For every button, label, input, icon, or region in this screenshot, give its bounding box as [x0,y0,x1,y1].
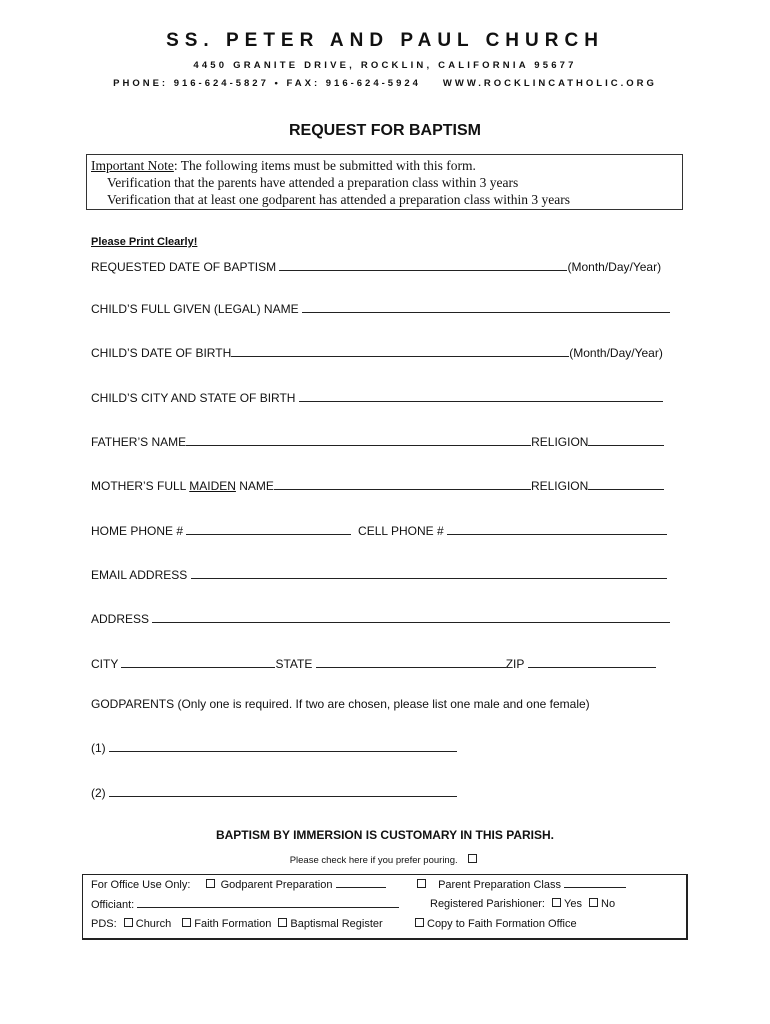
baptism-date-format: (Month/Day/Year) [567,260,662,274]
mother-row [91,478,664,493]
parent-prep-checkbox[interactable] [417,879,426,888]
godparent-2-field[interactable] [109,785,457,797]
note-text: : The following items must be submitted with this form. [173,158,476,173]
copy-group [411,918,577,930]
cell-phone-field[interactable] [447,523,667,535]
copy-checkbox[interactable] [415,918,424,927]
office-use-box [82,874,688,940]
copy-label: Copy to Faith Formation Office [427,918,577,930]
note-item-2: Verification that at least one godparent has attended a preparation class within 3 years [107,192,570,207]
church-phone-fax: PHONE: 916-624-5827 • FAX: 916-624-5924 [113,78,421,89]
church-name: SS. PETER AND PAUL CHURCH [166,30,604,51]
child-city-row [91,390,663,405]
father-religion-label: RELIGION [531,435,589,449]
pds-register-label: Baptismal Register [290,918,383,930]
godparent-2-label: (2) [91,786,106,800]
officiant-field[interactable] [137,898,399,908]
officiant-group [91,898,399,911]
godparent-prep-label: Godparent Preparation [220,879,333,891]
child-dob-format: (Month/Day/Year) [569,346,663,360]
registered-group [430,898,615,910]
registered-no-checkbox[interactable] [589,898,598,907]
mother-religion-field[interactable] [588,478,664,490]
pds-group [91,918,383,930]
registered-yes-checkbox[interactable] [552,898,561,907]
child-name-field[interactable] [302,301,670,313]
godparent-1-field[interactable] [109,740,457,752]
email-label: EMAIL ADDRESS [91,568,188,582]
baptism-date-label: REQUESTED DATE OF BAPTISM [91,260,277,274]
pds-register-checkbox[interactable] [278,918,287,927]
important-note-box [86,154,683,210]
registered-label: Registered Parishioner: [430,898,545,910]
father-name-label: FATHER’S NAME [91,435,187,449]
city-state-zip-row [91,656,656,671]
office-row-1 [91,878,386,891]
state-label: STATE [275,657,313,671]
parent-prep-field[interactable] [564,878,626,888]
father-religion-field[interactable] [588,434,664,446]
immersion-notice: BAPTISM BY IMMERSION IS CUSTOMARY IN THIS PARISH. [215,828,555,842]
cell-phone-label: CELL PHONE # [358,524,444,538]
city-field[interactable] [121,656,275,668]
baptism-date-field[interactable] [279,259,567,271]
pouring-label: Please check here if you prefer pouring. [289,855,458,866]
father-row [91,434,664,449]
officiant-label: Officiant: [91,899,135,911]
mother-religion-label: RELIGION [530,479,589,493]
zip-label: ZIP [505,657,525,671]
home-phone-field[interactable] [186,523,351,535]
mother-label-maiden: MAIDEN [189,479,236,493]
address-label: ADDRESS [91,612,150,626]
pouring-checkbox[interactable] [468,854,477,863]
note-item-1: Verification that the parents have attended a preparation class within 3 years [107,175,519,190]
pds-church-checkbox[interactable] [124,918,133,927]
church-address: 4450 GRANITE DRIVE, ROCKLIN, CALIFORNIA 95677 [193,60,577,71]
phone-row [91,523,667,538]
godparent-prep-field[interactable] [336,878,386,888]
note-label: Important Note [91,158,174,173]
address-field[interactable] [152,611,670,623]
godparent-2-row [91,785,457,800]
parent-prep-group [413,878,626,891]
registered-no-label: No [601,898,616,910]
godparent-prep-checkbox[interactable] [206,879,215,888]
child-name-row [91,301,670,316]
godparent-1-label: (1) [91,741,106,755]
child-name-label: CHILD’S FULL GIVEN (LEGAL) NAME [91,302,299,316]
letterhead [0,30,770,89]
mother-name-field[interactable] [274,478,531,490]
godparent-1-row [91,740,457,755]
city-label: CITY [91,657,119,671]
pouring-row [0,854,770,866]
email-field[interactable] [191,567,667,579]
child-city-field[interactable] [299,390,663,402]
church-contact [0,78,770,89]
father-name-field[interactable] [186,434,531,446]
office-use-label: For Office Use Only: [91,879,191,891]
child-dob-row [91,345,663,360]
mother-label-suffix: NAME [239,479,274,493]
pds-label: PDS: [91,918,117,930]
state-field[interactable] [316,656,506,668]
pds-church-label: Church [135,918,172,930]
child-dob-label: CHILD’S DATE OF BIRTH [91,346,232,360]
child-dob-field[interactable] [231,345,569,357]
home-phone-label: HOME PHONE # [91,524,184,538]
pds-faith-formation-checkbox[interactable] [182,918,191,927]
zip-field[interactable] [528,656,656,668]
pds-faith-formation-label: Faith Formation [194,918,272,930]
print-clearly-label: Please Print Clearly! [91,236,198,248]
address-row [91,611,670,626]
godparents-label: GODPARENTS (Only one is required. If two are chosen, please list one male and one female) [91,697,590,711]
mother-label-prefix: MOTHER’S FULL [91,479,186,493]
parent-prep-label: Parent Preparation Class [438,879,561,891]
baptism-date-row [91,259,661,274]
email-row [91,567,667,582]
child-city-label: CHILD’S CITY AND STATE OF BIRTH [91,391,296,405]
registered-yes-label: Yes [564,898,582,910]
form-title: REQUEST FOR BAPTISM [288,122,481,139]
church-website: WWW.ROCKLINCATHOLIC.ORG [442,78,657,89]
